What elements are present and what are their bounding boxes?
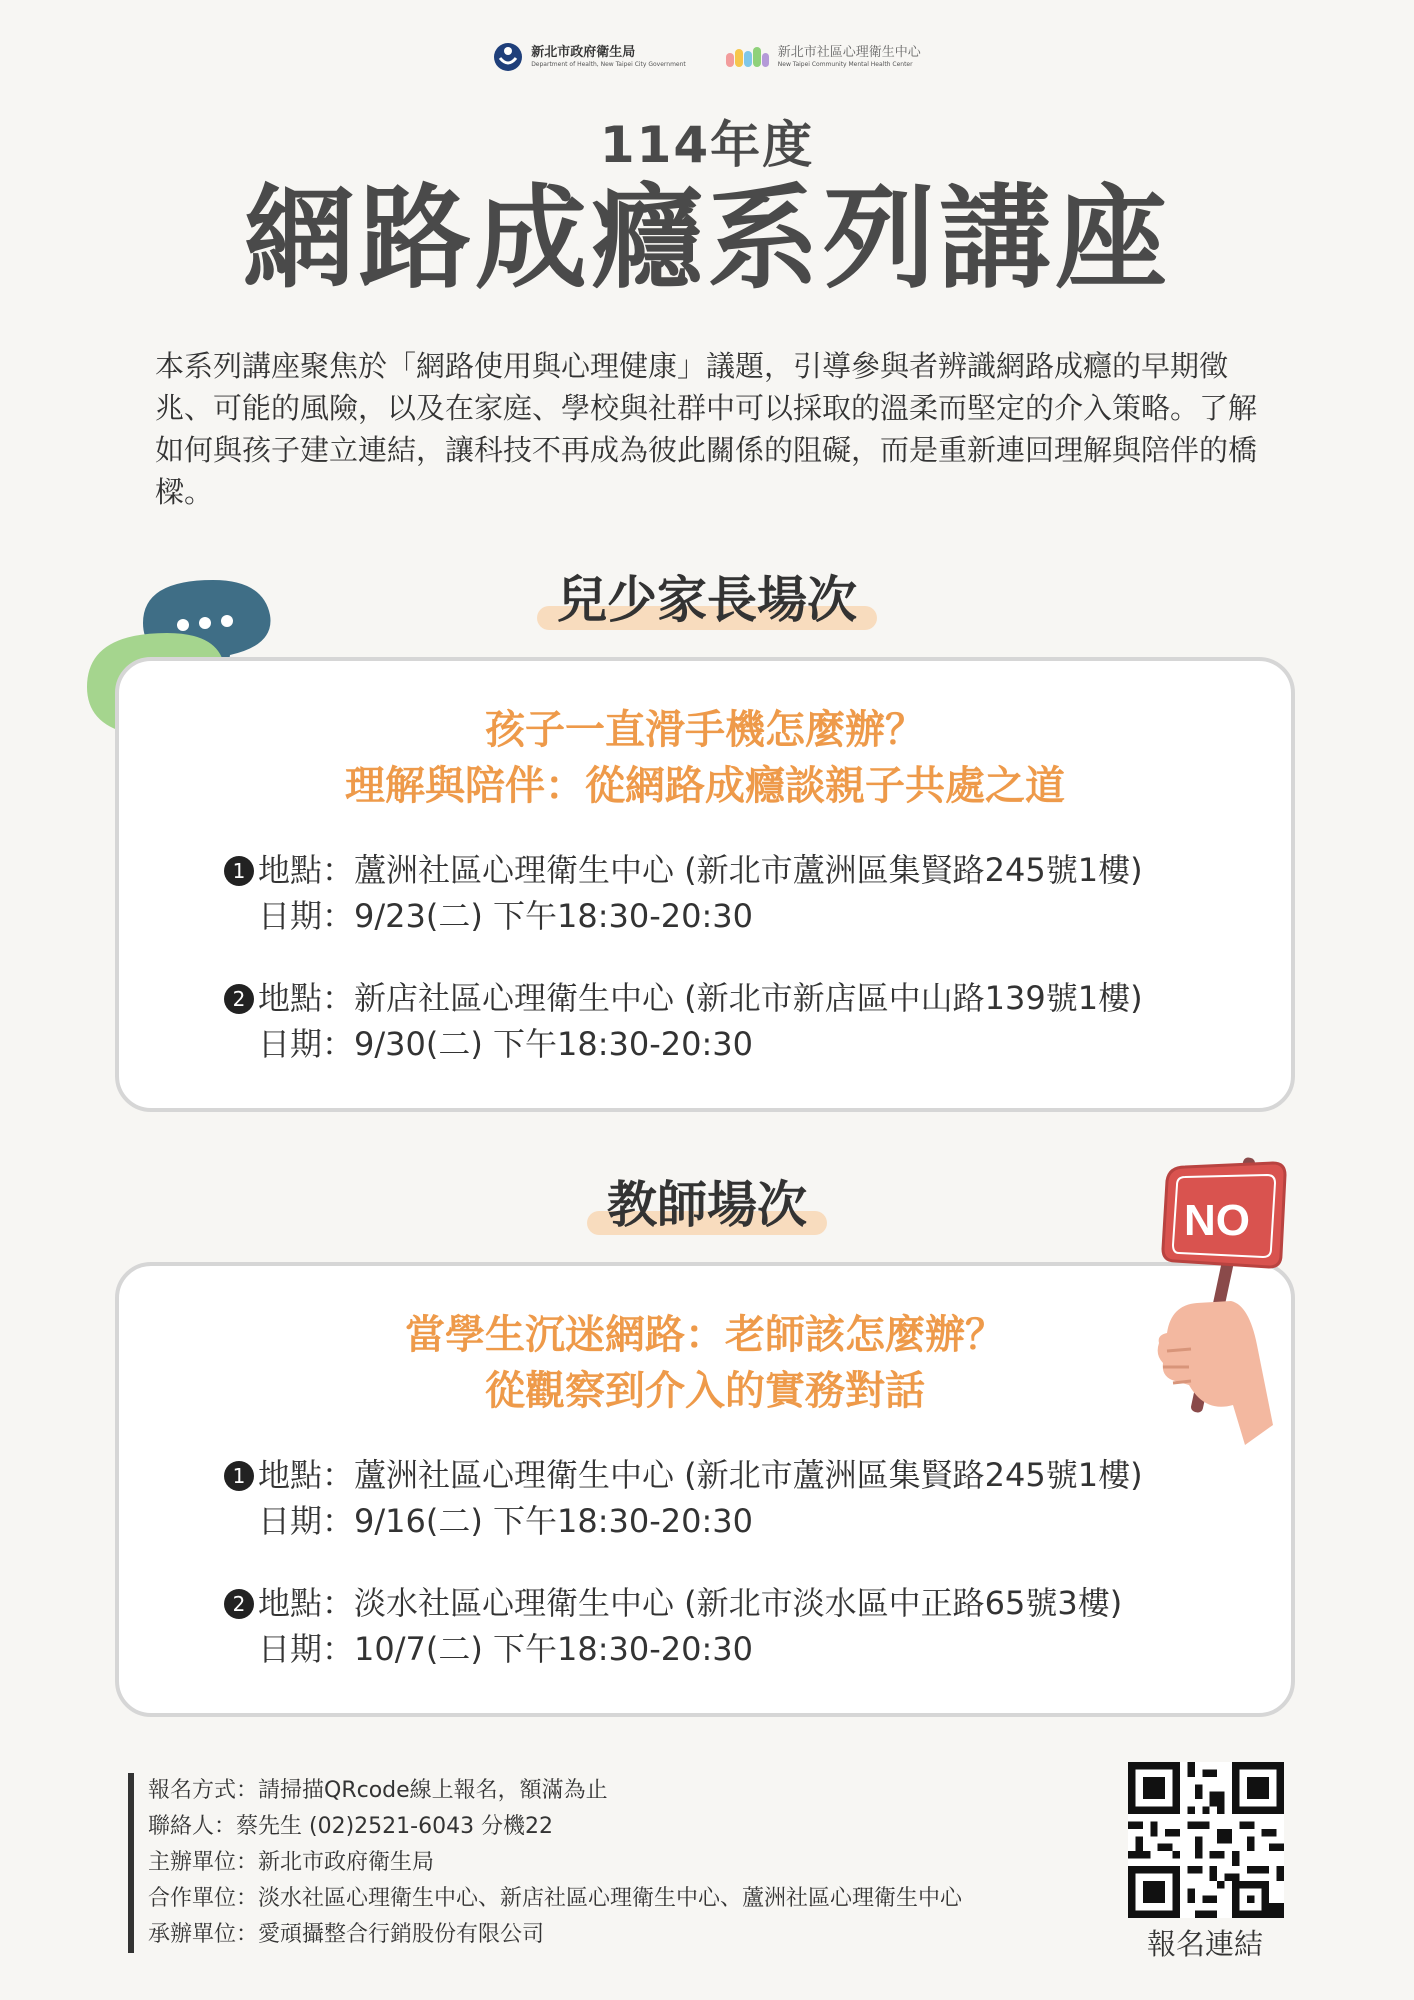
number-badge: 1 (224, 856, 254, 886)
location-text: 地點：淡水社區心理衛生中心 (新北市淡水區中正路65號3樓) (258, 1584, 1123, 1622)
qr-label: 報名連結 (1146, 1927, 1263, 1961)
date-text: 日期：9/16(二) 下午18:30-20:30 (258, 1502, 753, 1540)
parent-session-card (115, 657, 1295, 1112)
health-dept-emblem-icon (493, 42, 523, 72)
qr-code[interactable] (1128, 1762, 1284, 1918)
parent-session-title-line1: 孩子一直滑手機怎麼辦？ (485, 707, 925, 753)
location-text: 地點：蘆洲社區心理衛生中心 (新北市蘆洲區集賢路245號1樓) (258, 851, 1143, 889)
teacher-session-item (224, 1580, 1122, 1672)
date-text: 日期：9/30(二) 下午18:30-20:30 (258, 1025, 753, 1063)
mental-center-logo (726, 45, 921, 69)
footer-line-partners: 合作單位：淡水社區心理衛生中心、新店社區心理衛生中心、蘆洲社區心理衛生中心 (128, 1881, 962, 1917)
date-text: 日期：9/23(二) 下午18:30-20:30 (258, 897, 753, 935)
logo-row (0, 42, 1414, 72)
footer-info (128, 1773, 962, 1953)
year-label: 114年度 (599, 116, 815, 174)
mental-center-emblem-icon (726, 45, 770, 69)
location-text: 地點：蘆洲社區心理衛生中心 (新北市蘆洲區集賢路245號1樓) (258, 1456, 1143, 1494)
footer-line-registration: 報名方式：請掃描QRcode線上報名，額滿為止 (128, 1773, 962, 1809)
health-dept-logo (493, 42, 686, 72)
parent-session-item (224, 975, 1143, 1067)
footer-line-executor: 承辦單位：愛頑攝整合行銷股份有限公司 (128, 1917, 962, 1953)
number-badge: 1 (224, 1461, 254, 1491)
teacher-session-card (115, 1262, 1295, 1717)
number-badge: 2 (224, 1589, 254, 1619)
health-dept-en: Department of Health, New Taipei City Government (531, 60, 686, 68)
teacher-session-heading: 教師場次 (587, 1165, 827, 1237)
teacher-session-item (224, 1452, 1143, 1544)
parent-session-heading: 兒少家長場次 (537, 560, 877, 632)
location-text: 地點：新店社區心理衛生中心 (新北市新店區中山路139號1樓) (258, 979, 1143, 1017)
date-text: 日期：10/7(二) 下午18:30-20:30 (258, 1630, 753, 1668)
parent-session-item (224, 847, 1143, 939)
mental-center-en: New Taipei Community Mental Health Center (777, 60, 913, 68)
mental-center-name: 新北市社區心理衛生中心 (777, 45, 921, 61)
teacher-session-title-line1: 當學生沉迷網路：老師該怎麼辦？ (405, 1312, 1005, 1358)
footer-line-organizer: 主辦單位：新北市政府衛生局 (128, 1845, 962, 1881)
number-badge: 2 (224, 984, 254, 1014)
no-sign-icon (1145, 1155, 1295, 1445)
health-dept-name: 新北市政府衛生局 (531, 45, 636, 61)
teacher-session-title-line2: 從觀察到介入的實務對話 (485, 1368, 925, 1414)
page-title: 網路成癮系列講座 (243, 174, 1171, 304)
intro-paragraph: 本系列講座聚焦於「網路使用與心理健康」議題，引導參與者辨識網路成癮的早期徵兆、可能的風險，以及在家庭、學校與社群中可以採取的溫柔而堅定的介入策略。了解如何與孩子建立連結，讓科技不再成為彼此關係的阻礙，而是重新連回理解與陪伴的橋樑。 (155, 349, 1258, 509)
no-sign-text: NO (1184, 1196, 1250, 1245)
footer-line-contact: 聯絡人：蔡先生 (02)2521-6043 分機22 (128, 1809, 962, 1845)
parent-session-title-line2: 理解與陪伴：從網路成癮談親子共處之道 (345, 763, 1065, 809)
